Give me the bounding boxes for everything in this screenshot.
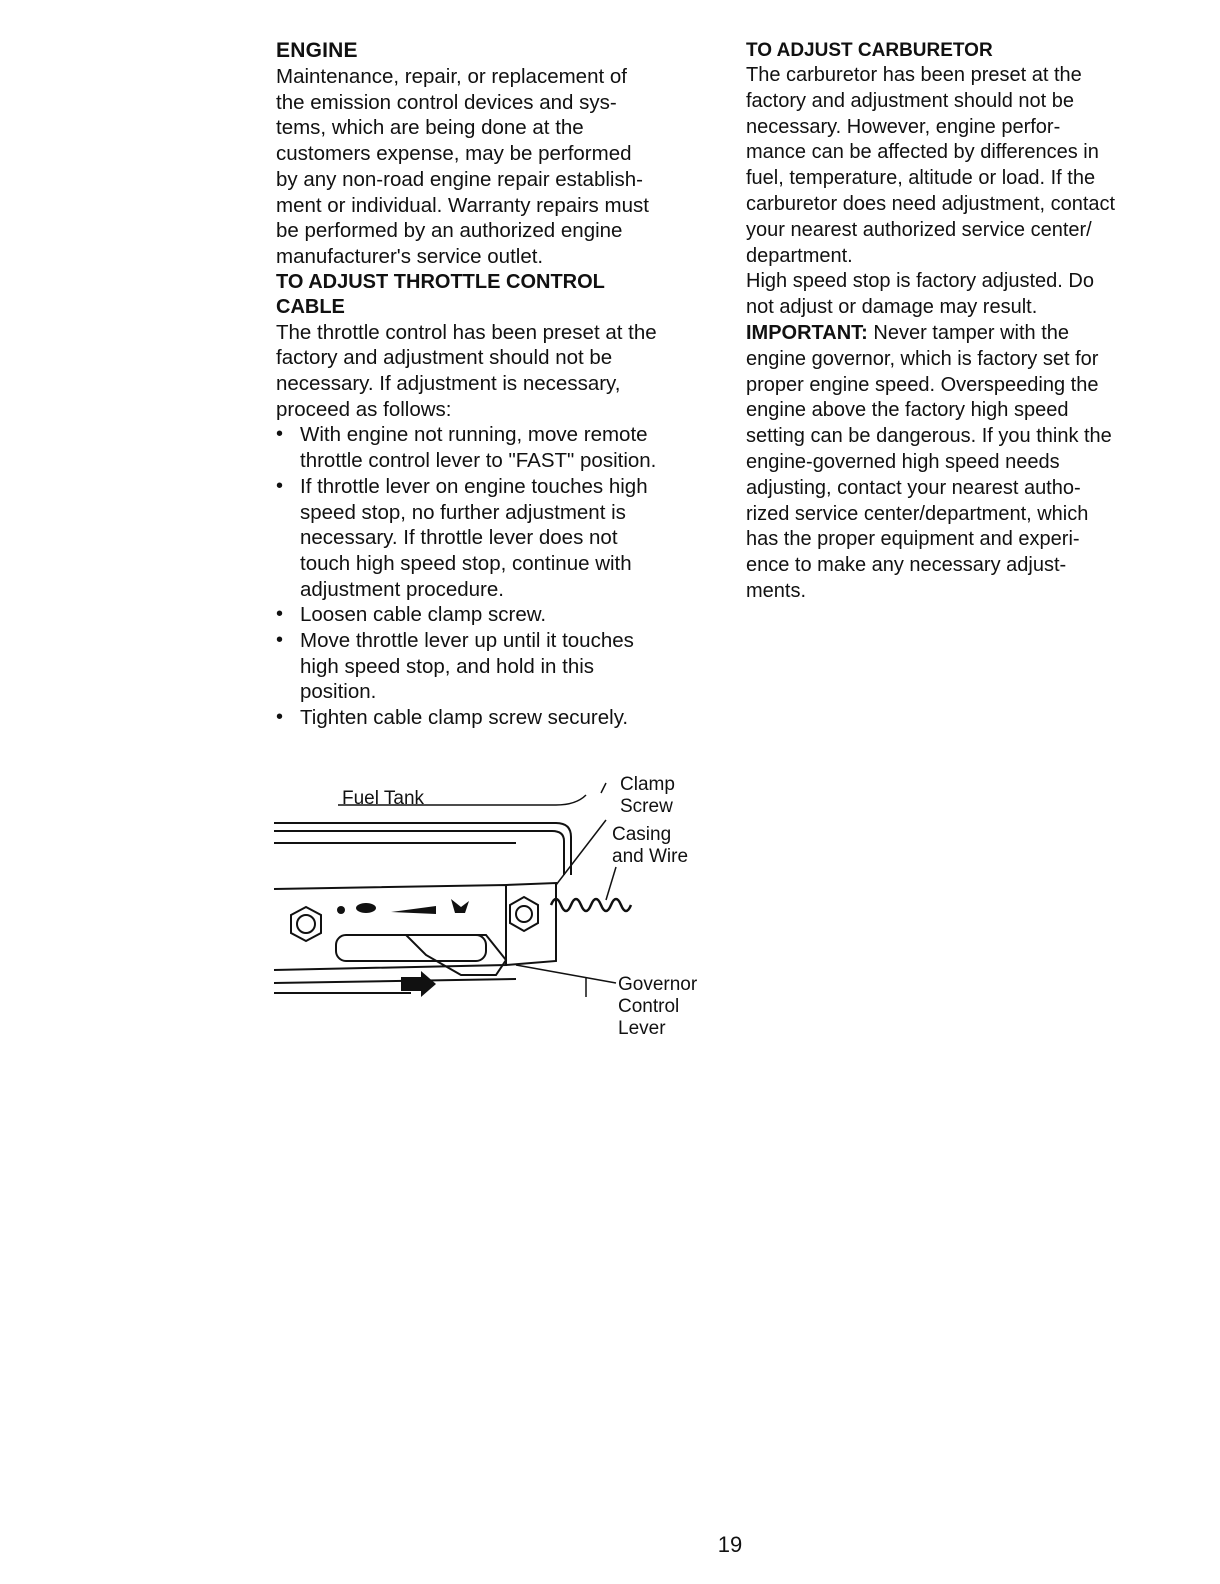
lever-label: Lever	[618, 1018, 666, 1039]
engine-line: manufacturer's service outlet.	[276, 244, 544, 268]
important-line: ence to make any necessary adjust-	[746, 554, 1067, 577]
throttle-heading-line: CABLE	[276, 295, 345, 318]
important-line: engine-governed high speed needs	[746, 450, 1060, 473]
throttle-intro-line: necessary. If adjustment is necessary,	[276, 372, 621, 396]
rabbit-icon	[451, 899, 469, 913]
list-item	[276, 474, 721, 603]
arrow-icon	[421, 971, 436, 997]
bullet-icon: •	[276, 603, 284, 626]
left-bolt	[297, 915, 315, 933]
speed-wedge-icon	[391, 906, 436, 914]
carburetor-line: carburetor does need adjustment, contact	[746, 192, 1116, 215]
list-item-line: high speed stop, and hold in this	[300, 654, 595, 678]
clamp-bolt	[510, 897, 538, 931]
arrow-icon	[401, 977, 421, 991]
list-item-line: position.	[300, 680, 377, 704]
list-item	[276, 628, 721, 705]
list-item-line: Tighten cable clamp screw securely.	[300, 706, 629, 730]
list-item	[276, 422, 721, 473]
engine-line: customers expense, may be performed	[276, 142, 632, 166]
governor-label: Governor	[618, 974, 698, 995]
carburetor-line: High speed stop is factory adjusted. Do	[746, 270, 1094, 293]
list-item-line: throttle control lever to "FAST" position.	[300, 449, 657, 473]
casing-label: Casing	[612, 824, 672, 845]
throttle-intro	[276, 320, 721, 423]
engine-line: tems, which are being done at the	[276, 116, 584, 140]
throttle-plate	[274, 885, 506, 970]
list-item-line: Loosen cable clamp screw.	[300, 603, 547, 627]
important-line: engine governor, which is factory set for	[746, 347, 1099, 370]
carburetor-line: mance can be affected by differences in	[746, 141, 1099, 164]
important-note	[746, 321, 1186, 605]
carburetor-paragraph	[746, 63, 1186, 321]
important-line: engine above the factory high speed	[746, 399, 1069, 422]
stop-icon	[337, 906, 345, 914]
carburetor-line: necessary. However, engine perfor-	[746, 115, 1061, 138]
left-column	[276, 38, 721, 731]
engine-line: be performed by an authorized engine	[276, 219, 623, 243]
throttle-intro-line: proceed as follows:	[276, 397, 452, 421]
important-label: IMPORTANT:	[746, 321, 868, 344]
list-item-line: speed stop, no further adjustment is	[300, 500, 626, 524]
spring	[551, 899, 631, 911]
clamp-bolt	[516, 906, 532, 922]
throttle-steps-list	[276, 422, 721, 730]
left-bolt	[291, 907, 321, 941]
bullet-icon: •	[276, 706, 284, 729]
engine-paragraph	[276, 64, 721, 270]
important-line: proper engine speed. Overspeeding the	[746, 373, 1099, 396]
page-number: 19	[717, 1532, 743, 1557]
engine-line: the emission control devices and sys-	[276, 90, 617, 114]
important-line: setting can be dangerous. If you think the	[746, 425, 1112, 448]
governor-lever	[406, 935, 506, 975]
list-item	[276, 602, 721, 628]
fuel-tank-label: Fuel Tank	[342, 788, 425, 809]
list-item-line: adjustment procedure.	[300, 577, 504, 601]
list-item-line: With engine not running, move remote	[300, 423, 648, 447]
turtle-icon	[356, 903, 376, 913]
engine-line: Maintenance, repair, or replacement of	[276, 65, 627, 88]
carburetor-line: not adjust or damage may result.	[746, 296, 1038, 319]
bullet-icon: •	[276, 423, 284, 446]
carburetor-heading: TO ADJUST CARBURETOR	[746, 40, 993, 61]
list-item-line: touch high speed stop, continue with	[300, 551, 632, 575]
throttle-cable-diagram	[266, 765, 726, 1050]
fuel-tank-outline	[274, 831, 564, 875]
bullet-icon: •	[276, 629, 284, 652]
and-wire-label: and Wire	[612, 846, 689, 867]
clamp-leader	[601, 783, 606, 793]
control-label: Control	[618, 996, 680, 1017]
throttle-intro-line: factory and adjustment should not be	[276, 346, 613, 370]
carburetor-line: your nearest authorized service center/	[746, 218, 1092, 241]
carburetor-line: fuel, temperature, altitude or load. If the	[746, 167, 1096, 190]
list-item-line: necessary. If throttle lever does not	[300, 526, 618, 550]
bullet-icon: •	[276, 474, 284, 497]
engine-line: by any non-road engine repair establish-	[276, 167, 643, 191]
wire-leader	[606, 867, 616, 900]
governor-leader	[516, 965, 616, 983]
throttle-intro-line: The throttle control has been preset at the	[276, 320, 657, 344]
base-line	[274, 979, 516, 983]
important-first-line	[746, 321, 1186, 347]
clamp-label: Clamp	[620, 774, 675, 795]
list-item	[276, 705, 721, 731]
important-first-line-text: Never tamper with the	[867, 321, 1070, 344]
important-line: has the proper equipment and experi-	[746, 528, 1080, 551]
screw-label: Screw	[620, 796, 673, 817]
important-line: ments.	[746, 579, 807, 602]
throttle-heading	[276, 270, 721, 320]
important-line: adjusting, contact your nearest autho-	[746, 476, 1081, 499]
engine-line: ment or individual. Warranty repairs must	[276, 193, 649, 217]
engine-heading: ENGINE	[276, 39, 358, 62]
list-item-line: If throttle lever on engine touches high	[300, 474, 648, 498]
carburetor-line: factory and adjustment should not be	[746, 89, 1074, 112]
carburetor-line: The carburetor has been preset at the	[746, 64, 1082, 86]
carburetor-line: department.	[746, 244, 853, 267]
right-column	[746, 38, 1186, 605]
important-line: rized service center/department, which	[746, 502, 1089, 525]
throttle-heading-line: TO ADJUST THROTTLE CONTROL	[276, 270, 605, 293]
list-item-line: Move throttle lever up until it touches	[300, 629, 634, 653]
